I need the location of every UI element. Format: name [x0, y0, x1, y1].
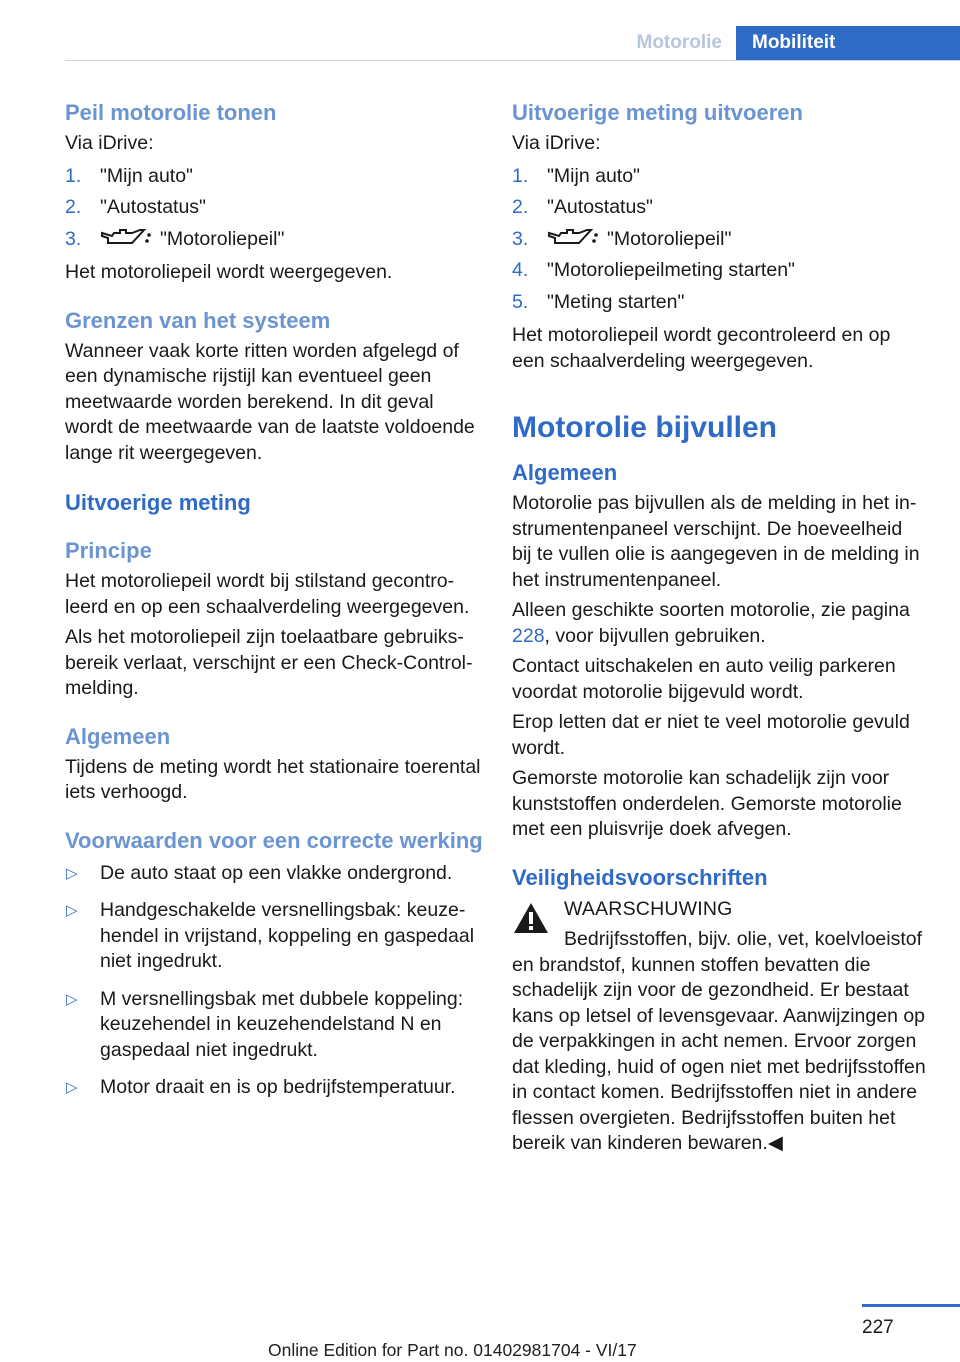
triangle-bullet-icon: ▷ [66, 864, 78, 882]
meting-steps-list [512, 161, 927, 319]
via-idrive-label: Via iDrive: [65, 132, 154, 154]
bijvullen-text-2: Alleen geschikte soorten motorolie, zie pagina 228, voor bijvullen gebruiken. [512, 599, 910, 647]
heading-algemeen-left: Algemeen [65, 723, 171, 749]
step-item: 5. "Meting starten" [512, 290, 685, 313]
heading-uitvoerige-meting-uitvoeren: Uitvoerige meting uitvoeren [512, 100, 803, 125]
right-column [512, 100, 927, 1157]
header-rule [65, 60, 960, 61]
edition-footer: Online Edition for Part no. 01402981704 - VI/17 [268, 1340, 637, 1360]
step-item: 1. "Mijn auto" [65, 164, 193, 187]
bijvullen-text-3: Contact uitschakelen en auto veilig parkeren voordat motorolie bijgevuld wordt. [512, 655, 896, 703]
triangle-bullet-icon: ▷ [66, 902, 78, 919]
heading-voorwaarden: Voorwaarden voor een correcte werking [65, 827, 483, 853]
warning-body: Bedrijfsstoffen, bijv. olie, vet, koelvloeistof en brandstof, kunnen stoffen bevatten die schadelijk zijn voor de gezondheid. Er bestaat kans op letsel of levensgevaar. Aanwijzingen op de verpakkingen in acht nemen. Ervoor zorgen dat kleding, huid of ogen niet met bedrijfsstoffen in contact komen. Bedrijfsstoffen niet in andere flessen overgieten. Bedrijfsstoffen buiten het bereik van kinderen bewaren.◀ [512, 928, 926, 1154]
heading-principe: Principe [65, 538, 152, 563]
list-item: ▷ Motor draait en is op bedrijfstemperatuur. [65, 1071, 483, 1101]
peil-result-text: Het motoroliepeil wordt weergegeven. [65, 261, 393, 283]
heading-grenzen: Grenzen van het systeem [65, 307, 331, 333]
step-item: 2. "Autostatus" [65, 196, 206, 218]
oil-can-icon [547, 227, 599, 249]
bijvullen-text-5: Gemorste motorolie kan schadelijk zijn voor kunststoffen onderdelen. Gemorste motorolie met een pluisvrije doek afvegen. [512, 767, 902, 840]
step-item: 4. "Motoroliepeilmeting starten" [512, 259, 795, 281]
meting-result-text: Het motoroliepeil wordt gecontroleerd en op een schaalverdeling weergegeven. [512, 324, 891, 372]
page-number: 227 [862, 1317, 894, 1338]
warning-triangle-icon [512, 901, 550, 935]
oil-can-icon [100, 227, 152, 249]
list-item: ▷ M versnellingsbak met dubbele koppeling: keuzehendel in keuzehendelstand N en gaspedaal niet ingedrukt. [65, 983, 483, 1064]
heading-uitvoerige-meting: Uitvoerige meting [65, 490, 251, 515]
warning-title: WAARSCHUWING [564, 897, 733, 920]
bijvullen-text-4: Erop letten dat er niet te veel motorolie gevuld wordt. [512, 711, 910, 759]
grenzen-text: Wanneer vaak korte ritten worden afgelegd of een dynamische rijstijl kan eventueel geen meetwaarde worden berekend. In dit geval wordt de meetwaarde van de laatste voldoende lange rit weergegeven. [65, 339, 475, 464]
heading-peil-tonen: Peil motorolie tonen [65, 100, 277, 125]
step-item: 3. "Motoroliepeil" [512, 227, 732, 250]
triangle-bullet-icon: ▷ [66, 1079, 78, 1096]
list-item: ▷ Handgeschakelde versnellingsbak: keuzehendel in vrijstand, koppeling en gaspedaal niet ingedrukt. [65, 894, 483, 975]
heading-motorolie-bijvullen: Motorolie bijvullen [512, 411, 778, 444]
header-tab-motorolie: Motorolie [636, 32, 722, 53]
left-column [65, 100, 483, 1109]
list-item: ▷ De auto staat op een vlakke ondergrond. [65, 857, 483, 887]
bijvullen-text-1: Motorolie pas bijvullen als de melding in het instrumentenpaneel verschijnt. De hoeveelheid bij te vullen olie is aangegeven in de melding in het instrumentenpaneel. [512, 492, 920, 591]
principe-text-1: Het motoroliepeil wordt bij stilstand gecontroleerd en op een schaalverdeling weergegeven. [65, 570, 470, 618]
heading-algemeen-right: Algemeen [512, 460, 618, 485]
triangle-bullet-icon: ▷ [66, 990, 78, 1008]
algemeen-left-text: Tijdens de meting wordt het stationaire toerental iets verhoogd. [65, 755, 481, 803]
step-item: 2. "Autostatus" [512, 196, 653, 218]
step-item: 3. "Motoroliepeil" [65, 227, 285, 250]
page-link-228[interactable]: 228 [512, 624, 545, 647]
heading-veiligheidsvoorschriften: Veiligheidsvoorschriften [512, 864, 768, 890]
step-item: 1. "Mijn auto" [512, 164, 640, 187]
warning-block [512, 897, 927, 1157]
peil-steps-list [65, 161, 483, 256]
footer-rule [862, 1304, 960, 1307]
header-tab-mobiliteit: Mobiliteit [736, 26, 960, 60]
conditions-list [65, 857, 483, 1101]
principe-text-2: Als het motoroliepeil zijn toelaatbare gebruiksbereik verlaat, verschijnt er een Check-Control-melding. [65, 626, 473, 699]
via-idrive-label: Via iDrive: [512, 132, 601, 154]
